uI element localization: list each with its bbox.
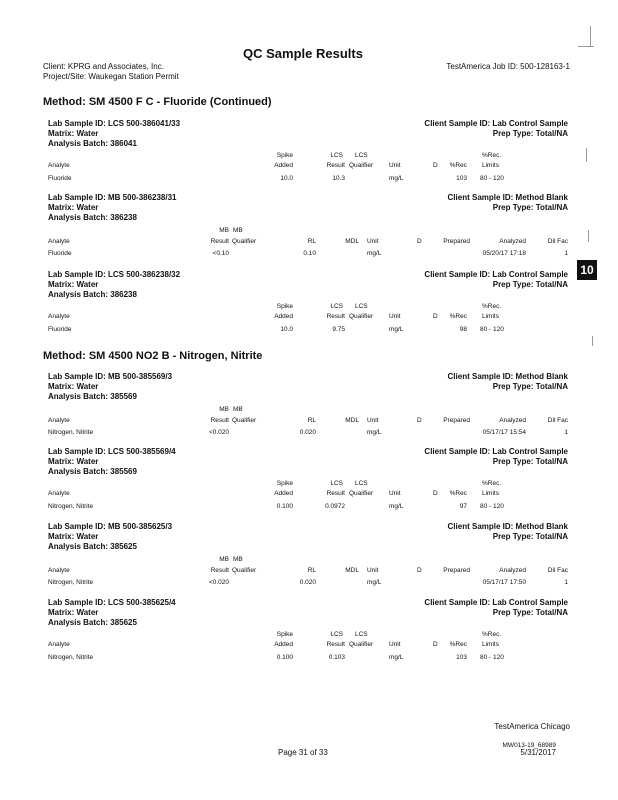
col-header: MB [219,556,229,563]
client-sample-id: Client Sample ID: Method Blank [447,193,568,202]
col-header: Qualifier [349,641,374,648]
analyte-name: Nitrogen, Nitrite [48,429,94,436]
rec-limits: 80 - 120 [480,503,504,510]
unit: mg/L [367,579,382,586]
prep-type: Prep Type: Total/NA [492,532,568,541]
client-sample-id: Client Sample ID: Method Blank [447,372,568,381]
dilution-factor: 1 [564,429,568,436]
col-header: LCS [330,152,343,159]
percent-rec: 103 [456,175,467,182]
lab-sample-id: Lab Sample ID: LCS 500-386238/32 [48,270,181,279]
matrix: Matrix: Water [48,532,99,541]
mb-result: <0.020 [208,579,229,586]
col-header: Unit [367,238,379,245]
col-header: Limits [482,490,499,497]
col-header: MB [233,556,243,563]
col-header: MB [233,406,243,413]
col-header: LCS [330,631,343,638]
col-header: Qualifier [349,313,374,320]
col-header: D [433,641,438,648]
col-header: D [417,238,422,245]
matrix: Matrix: Water [48,457,99,466]
col-header: Analyte [48,641,70,648]
col-header: Added [274,162,293,169]
col-header: Spike [276,631,293,638]
col-header: %Rec. [482,303,502,310]
rec-limits: 80 - 120 [480,654,504,661]
analysis-batch: Analysis Batch: 386041 [48,139,137,148]
page-number: Page 31 of 33 [278,748,328,757]
col-header: D [433,162,438,169]
col-header: LCS [355,631,368,638]
col-header: MDL [345,238,359,245]
col-header: D [417,417,422,424]
col-header: Qualifier [232,238,257,245]
method-heading: Method: SM 4500 F C - Fluoride (Continued) [43,96,272,108]
col-header: Result [326,162,345,169]
col-header: RL [307,238,316,245]
col-header: %Rec. [482,480,502,487]
spike-added: 0.100 [276,503,293,510]
rec-limits: 80 - 120 [480,326,504,333]
col-header: LCS [330,480,343,487]
analyte-name: Fluoride [48,175,72,182]
col-header: RL [307,417,316,424]
col-header: Analyzed [499,238,526,245]
lab-sample-id: Lab Sample ID: LCS 500-385625/4 [48,598,176,607]
spike-added: 0.100 [276,654,293,661]
col-header: Unit [389,490,401,497]
col-header: Limits [482,313,499,320]
matrix: Matrix: Water [48,129,99,138]
client-name: Client: KPRG and Associates, Inc. [43,62,164,71]
col-header: MB [219,227,229,234]
scan-mark [592,336,593,346]
matrix: Matrix: Water [48,608,99,617]
analysis-batch: Analysis Batch: 386238 [48,213,137,222]
col-header: Analyte [48,567,70,574]
col-header: Analyte [48,490,70,497]
col-header: Analyte [48,238,70,245]
lab-sample-id: Lab Sample ID: MB 500-385625/3 [48,522,173,531]
lab-sample-id: Lab Sample ID: MB 500-386238/31 [48,193,177,202]
analyte-name: Nitrogen, Nitrite [48,503,94,510]
col-header: MB [233,227,243,234]
col-header: Result [210,567,229,574]
col-header: Qualifier [232,417,257,424]
lab-sample-id: Lab Sample ID: LCS 500-386041/33 [48,119,181,128]
matrix: Matrix: Water [48,280,99,289]
project-site: Project/Site: Waukegan Station Permit [43,72,179,81]
col-header: LCS [355,480,368,487]
matrix: Matrix: Water [48,382,99,391]
percent-rec: 98 [459,326,467,333]
col-header: Analyzed [499,417,526,424]
col-header: %Rec. [482,152,502,159]
lab-sample-id: Lab Sample ID: LCS 500-385569/4 [48,447,176,456]
col-header: Analyte [48,313,70,320]
document-id: MW013-19_68989 [502,742,556,749]
col-header: Qualifier [232,567,257,574]
unit: mg/L [389,503,404,510]
unit: mg/L [367,250,382,257]
analyte-name: Nitrogen, Nitrite [48,654,94,661]
col-header: Unit [367,417,379,424]
report-date: 5/31/2017 [520,748,556,757]
col-header: Spike [276,303,293,310]
prep-type: Prep Type: Total/NA [492,382,568,391]
col-header: D [433,313,438,320]
col-header: MDL [345,567,359,574]
col-header: LCS [330,303,343,310]
col-header: %Rec [449,313,467,320]
col-header: Unit [367,567,379,574]
matrix: Matrix: Water [48,203,99,212]
analyzed-date: 05/20/17 17:18 [482,250,526,257]
analyzed-date: 05/17/17 15:54 [482,429,526,436]
analysis-batch: Analysis Batch: 385569 [48,467,137,476]
col-header: Added [274,490,293,497]
reporting-limit: 0.10 [303,250,316,257]
col-header: D [417,567,422,574]
col-header: LCS [355,303,368,310]
col-header: Qualifier [349,490,374,497]
col-header: Analyte [48,417,70,424]
col-header: Prepared [443,567,470,574]
prep-type: Prep Type: Total/NA [492,608,568,617]
col-header: Result [326,641,345,648]
analysis-batch: Analysis Batch: 385569 [48,392,137,401]
col-header: Dil Fac [547,417,568,424]
client-sample-id: Client Sample ID: Method Blank [447,522,568,531]
unit: mg/L [389,326,404,333]
prep-type: Prep Type: Total/NA [492,457,568,466]
client-sample-id: Client Sample ID: Lab Control Sample [424,598,568,607]
col-header: Dil Fac [547,567,568,574]
col-header: RL [307,567,316,574]
scan-mark [588,230,589,242]
unit: mg/L [389,654,404,661]
col-header: MB [219,406,229,413]
col-header: Qualifier [349,162,374,169]
section-tab: 10 [577,260,597,280]
col-header: Limits [482,162,499,169]
job-id: TestAmerica Job ID: 500-128163-1 [446,62,570,71]
percent-rec: 97 [459,503,467,510]
analysis-batch: Analysis Batch: 386238 [48,290,137,299]
scan-mark [586,148,587,162]
analysis-batch: Analysis Batch: 385625 [48,542,137,551]
scan-mark [578,46,594,47]
analyte-name: Nitrogen, Nitrite [48,579,94,586]
col-header: Unit [389,162,401,169]
method-heading: Method: SM 4500 NO2 B - Nitrogen, Nitrite [43,350,263,362]
col-header: %Rec. [482,631,502,638]
dilution-factor: 1 [564,250,568,257]
col-header: Result [326,313,345,320]
col-header: Added [274,313,293,320]
col-header: %Rec [449,490,467,497]
spike-added: 10.0 [280,175,293,182]
dilution-factor: 1 [564,579,568,586]
col-header: Result [210,417,229,424]
prep-type: Prep Type: Total/NA [492,280,568,289]
col-header: Result [326,490,345,497]
lab-sample-id: Lab Sample ID: MB 500-385569/3 [48,372,173,381]
unit: mg/L [389,175,404,182]
col-header: Result [210,238,229,245]
col-header: Unit [389,313,401,320]
analyte-name: Fluoride [48,250,72,257]
spike-added: 10.0 [280,326,293,333]
col-header: Spike [276,480,293,487]
col-header: Unit [389,641,401,648]
col-header: %Rec [449,641,467,648]
reporting-limit: 0.020 [299,429,316,436]
percent-rec: 103 [456,654,467,661]
client-sample-id: Client Sample ID: Lab Control Sample [424,447,568,456]
col-header: MDL [345,417,359,424]
analyte-name: Fluoride [48,326,72,333]
prep-type: Prep Type: Total/NA [492,129,568,138]
lcs-result: 0.0972 [325,503,345,510]
col-header: Analyte [48,162,70,169]
col-header: Dil Fac [547,238,568,245]
lcs-result: 9.75 [332,326,345,333]
mb-result: <0.10 [212,250,229,257]
reporting-limit: 0.020 [299,579,316,586]
col-header: D [433,490,438,497]
col-header: LCS [355,152,368,159]
col-header: Prepared [443,238,470,245]
analyzed-date: 05/17/17 17:50 [482,579,526,586]
col-header: %Rec [449,162,467,169]
lcs-result: 10.3 [332,175,345,182]
mb-result: <0.020 [208,429,229,436]
prep-type: Prep Type: Total/NA [492,203,568,212]
col-header: Analyzed [499,567,526,574]
col-header: Prepared [443,417,470,424]
page-title: QC Sample Results [243,46,363,61]
lab-name: TestAmerica Chicago [494,722,570,731]
col-header: Limits [482,641,499,648]
client-sample-id: Client Sample ID: Lab Control Sample [424,270,568,279]
client-sample-id: Client Sample ID: Lab Control Sample [424,119,568,128]
unit: mg/L [367,429,382,436]
analysis-batch: Analysis Batch: 385625 [48,618,137,627]
scan-mark [590,26,591,46]
col-header: Spike [276,152,293,159]
col-header: Added [274,641,293,648]
lcs-result: 0.103 [328,654,345,661]
rec-limits: 80 - 120 [480,175,504,182]
